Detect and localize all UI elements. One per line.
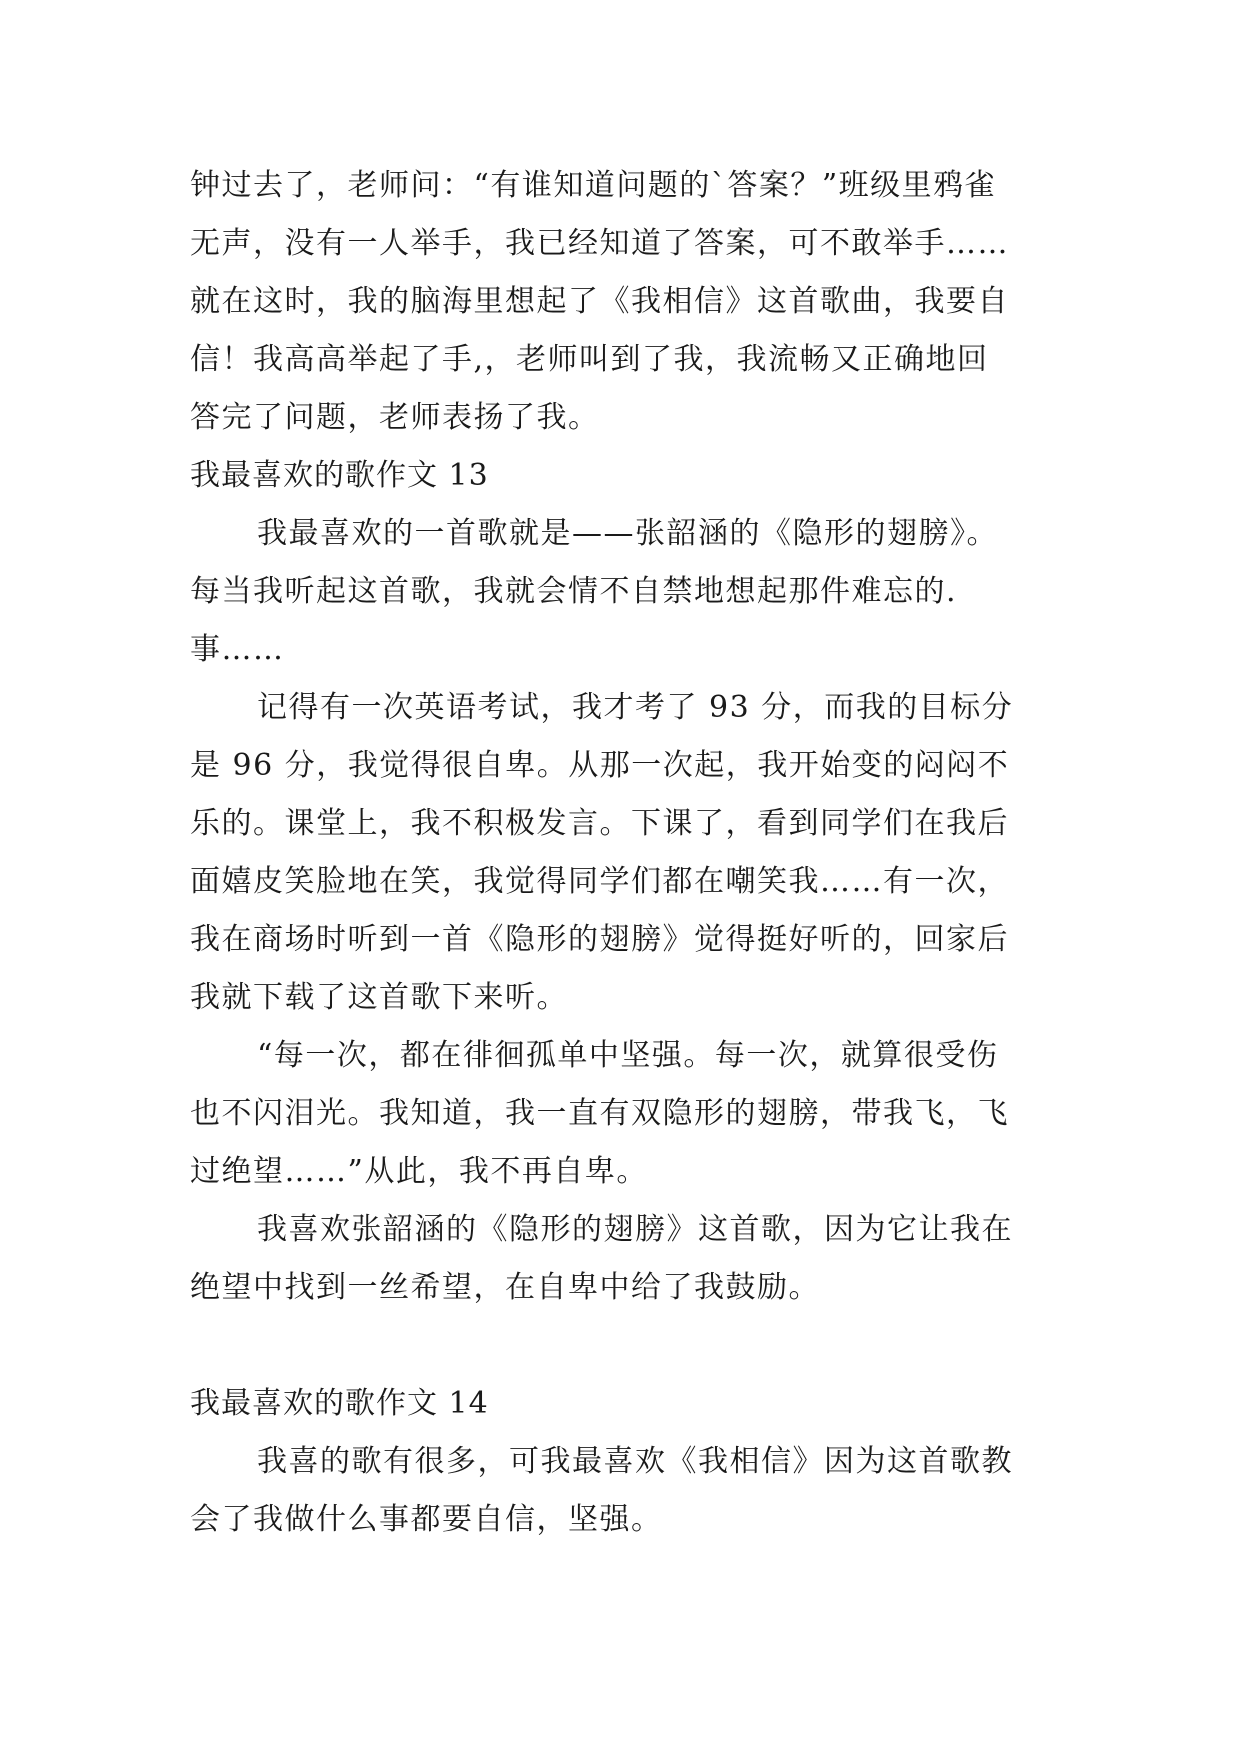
text-line: 答完了问题，老师表扬了我。 bbox=[190, 400, 600, 435]
text-line: 也不闪泪光。我知道，我一直有双隐形的翅膀，带我飞，飞 bbox=[190, 1096, 1009, 1131]
text-line: 是 96 分，我觉得很自卑。从那一次起，我开始变的闷闷不 bbox=[190, 748, 1010, 783]
text-line: 会了我做什么事都要自信，坚强。 bbox=[190, 1502, 663, 1537]
text-line: 无声，没有一人举手，我已经知道了答案，可不敢举手…… bbox=[190, 226, 1009, 261]
essay-14-heading: 我最喜欢的歌作文 14 bbox=[190, 1386, 489, 1421]
text-line: 事…… bbox=[190, 632, 285, 667]
text-line: 绝望中找到一丝希望，在自卑中给了我鼓励。 bbox=[190, 1270, 820, 1305]
text-line: 我就下载了这首歌下来听。 bbox=[190, 980, 568, 1015]
text-line: “每一次，都在徘徊孤单中坚强。每一次，就算很受伤 bbox=[257, 1038, 999, 1073]
text-line: 记得有一次英语考试，我才考了 93 分，而我的目标分 bbox=[257, 690, 1014, 725]
text-line: 我喜的歌有很多，可我最喜欢《我相信》因为这首歌教 bbox=[257, 1444, 1013, 1479]
text-line: 乐的。课堂上，我不积极发言。下课了，看到同学们在我后 bbox=[190, 806, 1009, 841]
text-line: 我最喜欢的一首歌就是——张韶涵的《隐形的翅膀》。 bbox=[257, 516, 998, 551]
text-line: 过绝望……”从此，我不再自卑。 bbox=[190, 1154, 648, 1189]
text-line: 信！我高高举起了手,，老师叫到了我，我流畅又正确地回 bbox=[190, 342, 989, 377]
text-line: 每当我听起这首歌，我就会情不自禁地想起那件难忘的. bbox=[190, 574, 958, 609]
essay-13-heading: 我最喜欢的歌作文 13 bbox=[190, 458, 489, 493]
text-line: 就在这时，我的脑海里想起了《我相信》这首歌曲，我要自 bbox=[190, 284, 1009, 319]
text-line: 我在商场时听到一首《隐形的翅膀》觉得挺好听的，回家后 bbox=[190, 922, 1009, 957]
text-line: 我喜欢张韶涵的《隐形的翅膀》这首歌，因为它让我在 bbox=[257, 1212, 1013, 1247]
text-line: 钟过去了，老师问：“有谁知道问题的`答案？”班级里鸦雀 bbox=[190, 168, 997, 203]
text-line: 面嬉皮笑脸地在笑，我觉得同学们都在嘲笑我……有一次， bbox=[190, 864, 1009, 899]
